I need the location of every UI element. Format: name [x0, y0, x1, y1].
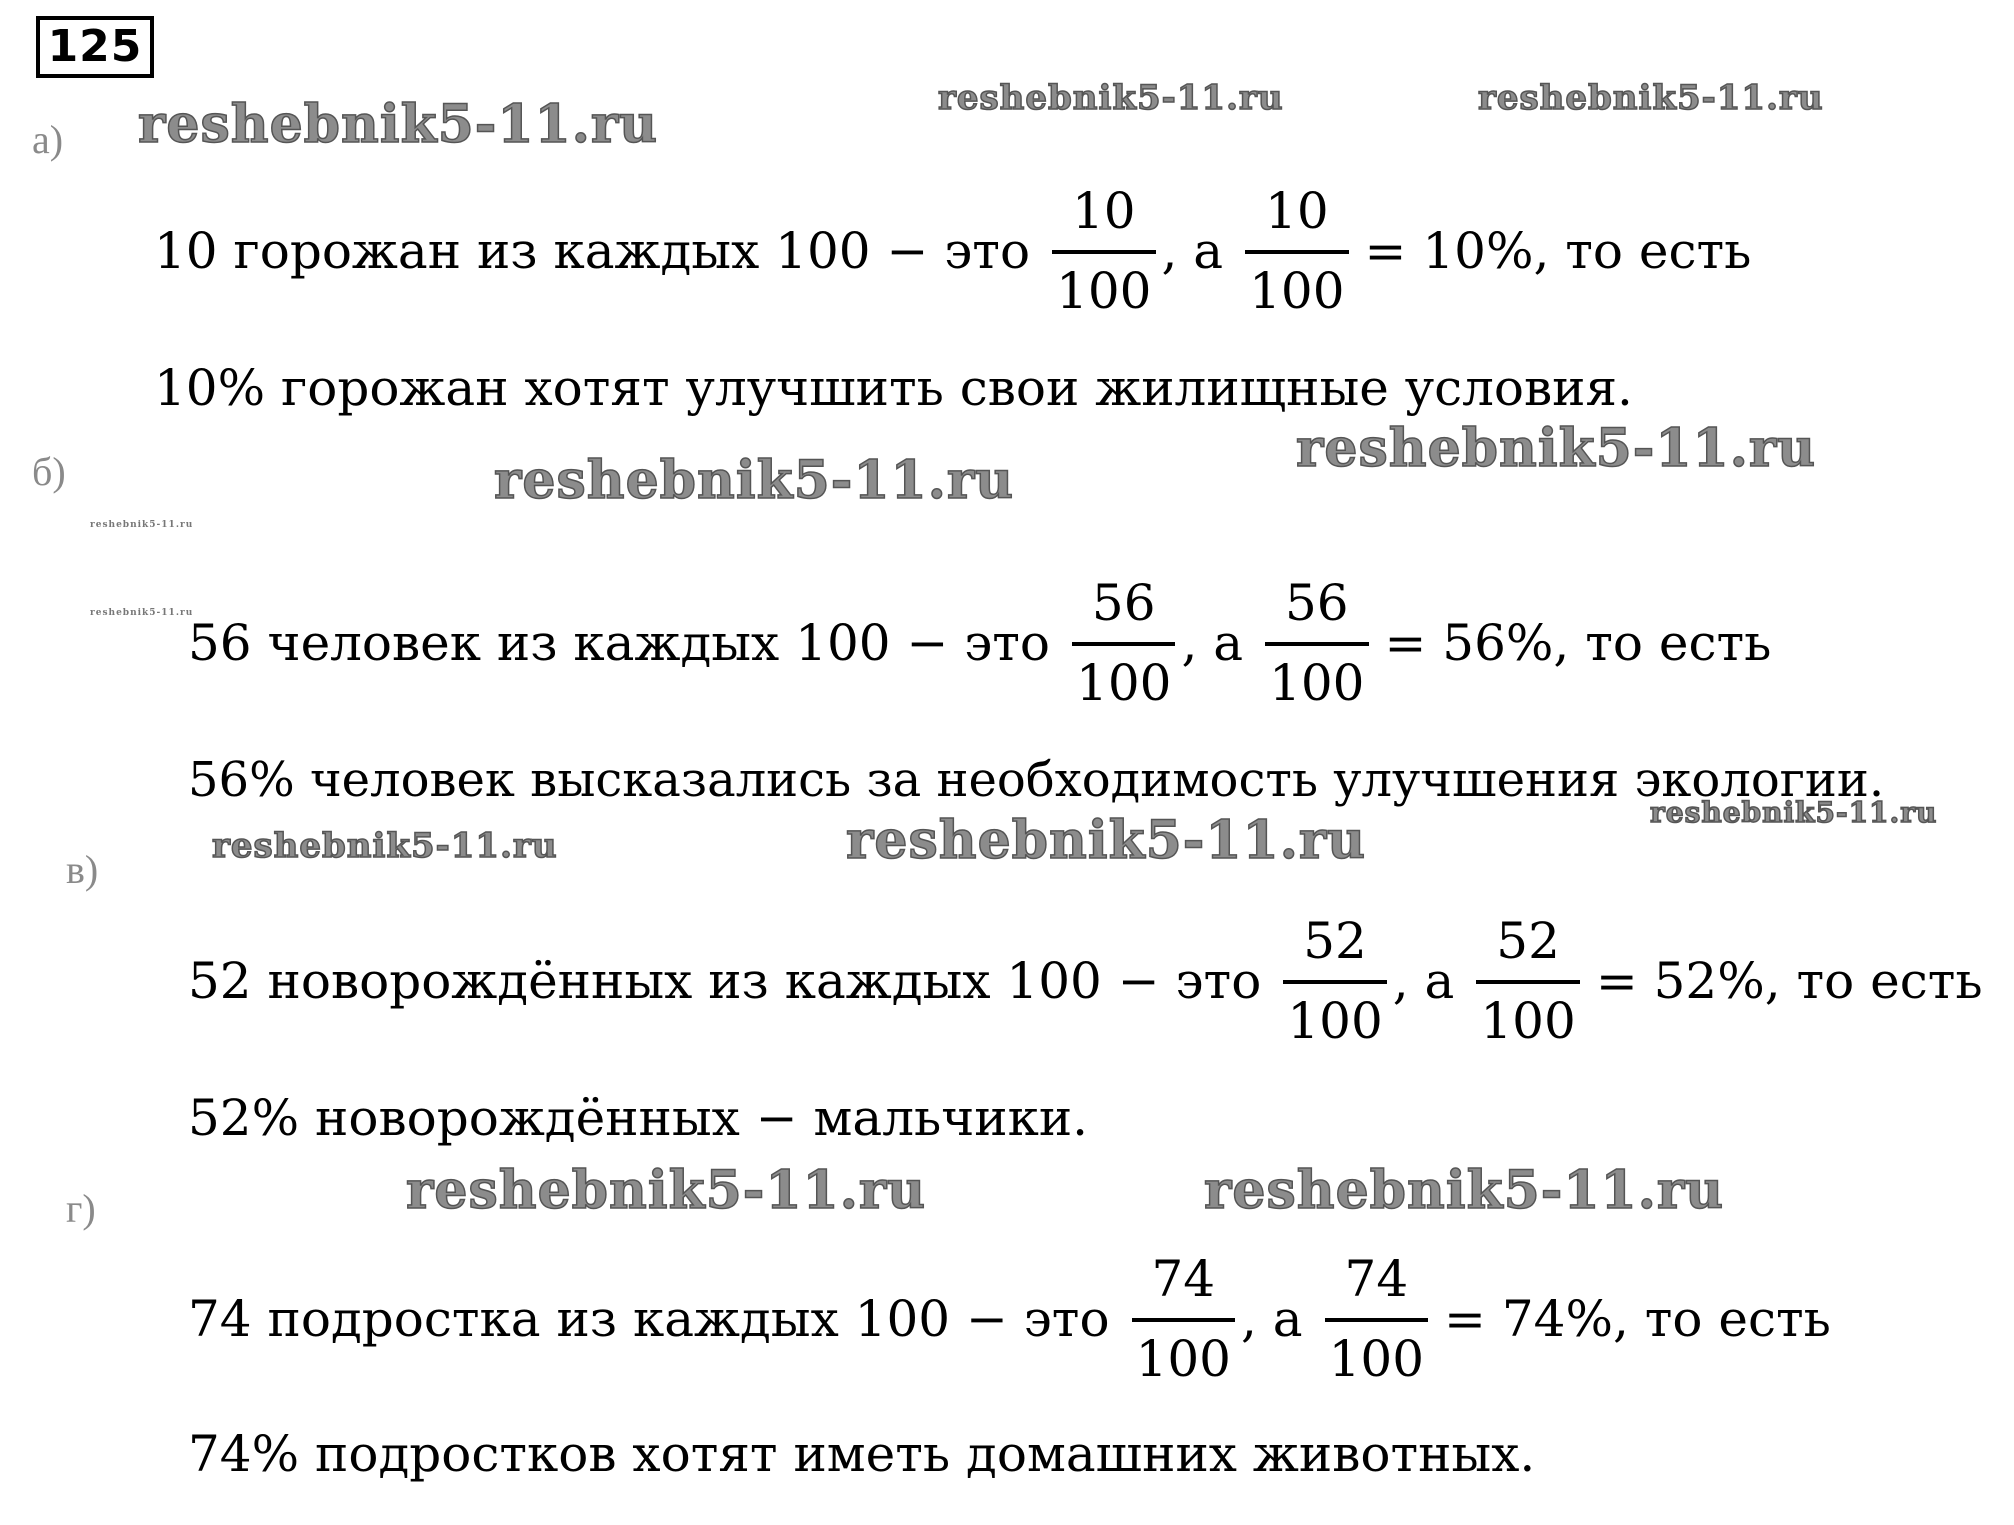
- statement-prefix: 52 новорождённых из каждых 100 − это: [188, 952, 1262, 1010]
- fraction-bar: [1325, 1318, 1428, 1322]
- fraction: [1072, 574, 1175, 712]
- denominator: 100: [1480, 992, 1576, 1050]
- denominator: 100: [1328, 1330, 1425, 1388]
- numerator: 74: [1344, 1250, 1409, 1308]
- statement-v: [188, 912, 1983, 1050]
- conclusion-a: 10% горожан хотят улучшить свои жилищные условия.: [154, 359, 1633, 417]
- watermark: reshebnik5-11.ru: [1204, 1160, 1725, 1221]
- statement-suffix: = 10%, то есть: [1364, 222, 1752, 280]
- numerator: 74: [1151, 1250, 1216, 1308]
- watermark: reshebnik5-11.ru: [938, 78, 1284, 118]
- part-label-v: в): [66, 847, 99, 892]
- fraction-bar: [1052, 250, 1155, 254]
- statement-prefix: 74 подростка из каждых 100 − это: [188, 1290, 1110, 1348]
- conclusion-v: 52% новорождённых − мальчики.: [188, 1089, 1089, 1147]
- denominator: 100: [1135, 1330, 1231, 1388]
- denominator: 100: [1076, 654, 1172, 712]
- task-number: 125: [36, 16, 154, 78]
- fraction: [1132, 1250, 1235, 1388]
- part-label-g: г): [66, 1186, 96, 1231]
- statement-suffix: = 74%, то есть: [1444, 1290, 1831, 1348]
- fraction-bar: [1476, 980, 1579, 984]
- fraction: [1245, 182, 1348, 320]
- denominator: 100: [1269, 654, 1365, 712]
- fraction-bar: [1265, 642, 1368, 646]
- denominator: 100: [1249, 262, 1345, 320]
- statement-prefix: 56 человек из каждых 100 − это: [188, 614, 1051, 672]
- fraction-bar: [1132, 1318, 1235, 1322]
- denominator: 100: [1287, 992, 1383, 1050]
- watermark: reshebnik5-11.ru: [846, 810, 1367, 871]
- fraction-bar: [1283, 980, 1386, 984]
- numerator: 56: [1284, 574, 1349, 632]
- watermark: reshebnik5-11.ru: [494, 450, 1015, 511]
- part-label-a: а): [32, 117, 64, 162]
- statement-b: [188, 574, 1772, 712]
- watermark: reshebnik5-11.ru: [90, 608, 194, 618]
- numerator: 52: [1303, 912, 1367, 970]
- statement-g: [188, 1250, 1831, 1388]
- statement-suffix: = 56%, то есть: [1384, 614, 1772, 672]
- statement-mid: , а: [1241, 1290, 1303, 1348]
- part-label-b: б): [32, 449, 66, 494]
- denominator: 100: [1056, 262, 1152, 320]
- fraction: [1265, 574, 1368, 712]
- fraction: [1325, 1250, 1428, 1388]
- conclusion-g: 74% подростков хотят иметь домашних животных.: [188, 1425, 1536, 1483]
- fraction-bar: [1072, 642, 1175, 646]
- watermark: reshebnik5-11.ru: [90, 520, 194, 530]
- statement-suffix: = 52%, то есть: [1595, 952, 1983, 1010]
- numerator: 56: [1091, 574, 1156, 632]
- fraction: [1283, 912, 1386, 1050]
- fraction: [1476, 912, 1579, 1050]
- watermark: reshebnik5-11.ru: [1650, 796, 1938, 829]
- conclusion-b: 56% человек высказались за необходимость улучшения экологии.: [188, 752, 1885, 808]
- watermark: reshebnik5-11.ru: [138, 94, 659, 155]
- fraction: [1052, 182, 1155, 320]
- watermark: reshebnik5-11.ru: [212, 826, 558, 866]
- statement-mid: , а: [1392, 952, 1455, 1010]
- watermark: reshebnik5-11.ru: [1296, 418, 1817, 479]
- watermark: reshebnik5-11.ru: [1478, 78, 1824, 118]
- statement-mid: , а: [1161, 222, 1224, 280]
- numerator: 10: [1071, 182, 1136, 240]
- fraction-bar: [1245, 250, 1348, 254]
- numerator: 10: [1265, 182, 1329, 240]
- statement-mid: , а: [1181, 614, 1244, 672]
- statement-prefix: 10 горожан из каждых 100 − это: [154, 222, 1031, 280]
- statement-a: [154, 182, 1752, 320]
- numerator: 52: [1496, 912, 1560, 970]
- watermark: reshebnik5-11.ru: [406, 1160, 927, 1221]
